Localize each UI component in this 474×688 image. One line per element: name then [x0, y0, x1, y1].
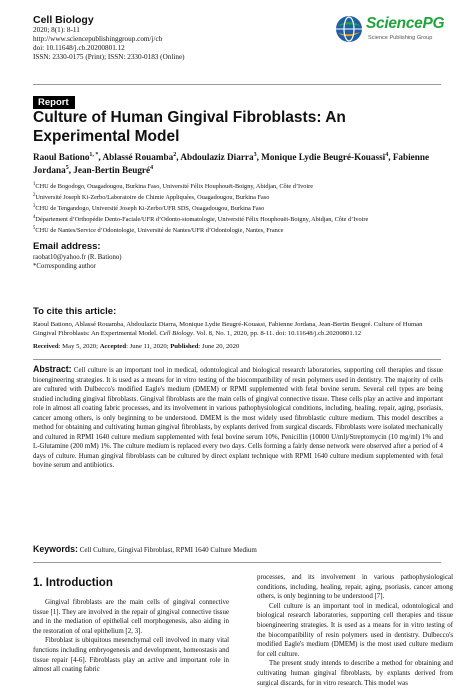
paragraph: Cell culture is an important tool in medical, odontological and biological research laboratories, supporting cell therapies and tissue bioengineering strategies. It is used as a means for in vitro testing of the biocompatibility of resin polymers used in dentistry. Dulbecco's modified Eagle's medium (DMEM) is the most used culture medium for cell culture.	[257, 602, 453, 658]
cite-heading: To cite this article:	[33, 306, 117, 317]
article-title: Culture of Human Gingival Fibroblasts: An Experimental Model	[33, 109, 346, 145]
journal-name: Cell Biology	[33, 14, 94, 26]
logo-name: SciencePG	[366, 15, 445, 32]
journal-doi[interactable]: doi: 10.11648/j.cb.20200801.12	[33, 44, 125, 52]
author: Monique Lydie Beugré-Kouassi$^4$,	[261, 151, 393, 162]
journal-header	[33, 14, 323, 62]
journal-url[interactable]: http://www.sciencepublishinggroup.com/j/cb	[33, 35, 163, 43]
right-column	[257, 573, 453, 688]
author: Jean-Bertin Beugré$^4$	[73, 164, 154, 175]
corresponding-note: *Corresponding author	[33, 263, 96, 270]
article-type-badge: Report	[33, 96, 75, 109]
paragraph: Fibroblast is ubiquitous mesenchymal cell involved in many vital functions including embryogenesis and development, homeostasis and tissue repair [4-6]. Fibroblasts play an active and important role in almost all coating fabric	[33, 637, 229, 674]
paragraph: processes, and its involvement in various pathophysiological conditions, including, healing, repair, aging, psoriasis, cancer among others, is only beginning to be understood [7].	[257, 574, 453, 601]
citation-journal: Cell Biology	[159, 330, 193, 337]
abstract-top-divider	[33, 359, 441, 360]
affiliation: $^2$Université Joseph Ki-Zerbo/Laboratoire de Chimie Appliquées, Ouagadougou, Burkina Faso	[33, 192, 270, 201]
abstract-text: Cell culture is an important tool in medical, odontological and biological research laboratories, supporting cell therapies and tissue bioengineering strategies. It is used as a means for in vitro testing of the biocompatibility of resin polymers used in dentistry. The majority of cells are cultured with Dulbecco's modified Eagle's medium (DMEM) or RPMI supplemented with fetal bovine serum. Several cell types are being studied including gingival fibroblasts. Gingival fibroblasts are the main cells of gingival connective tissue. These cells play an active and important role in almost all coating fabric processes, and its involvement in various pathophysiological conditions, including, healing, repair, aging, psoriasis, cancer among others, is only beginning to be understood. DMEM is the most widely used fibroblastic culture medium. This model describes a method for obtaining and cultivating human gingival fibroblasts, by explants derived from surgical discards. Fibroblasts were isolated mechanically and cultured in RPMI 1640 culture medium supplemented with fetal bovine serum 10%, Penicillin (10000 U/ml)/Streptomycin (10 mg/ml) 1% and L-Glutamine (200 mM) 1%. The culture medium is replaced every two days. Cells forming a fairly dense network were observed after a period of 4 days of culture. Human gingival fibroblasts can be cultured by direct explant technique with RPMI 1640 culture medium supplemented with fetal bovine serum and antibiotics.	[33, 367, 443, 469]
affiliation: $^1$CHU de Bogodogo, Ouagadougou, Burkina Faso, Université Félix Houphouët-Boigny, Abidjan, Côte d’Ivoire	[33, 181, 314, 190]
header-divider	[33, 84, 441, 85]
body-columns	[0, 574, 474, 687]
journal-issue: 2020; 8(1): 8-11	[33, 26, 80, 34]
keywords-text: Cell Culture, Gingival Fibroblast, RPMI 1640 Culture Medium	[79, 546, 257, 554]
paragraph: The present study intends to describe a method for obtaining and cultivating human gingival fibroblasts, by explants derived from surgical discards, for in vitro research. This model was	[257, 660, 453, 687]
affiliation: $^4$Département d’Orthopédie Dento-Faciale/UFR d’Odonto-stomatologie, Université Félix Houphouët-Boigny, Abidjan, Côte d’Ivoire	[33, 214, 369, 223]
citation-text: Raoul Bationo, Ablassé Rouamba, Abdoulaziz Diarra, Monique Lydie Beugré-Kouassi, Fabienne Jordana, Jean-Bertin Beugré. Culture of Human Gingival Fibroblasts: An Experimental Model. Cell Biology. Vol. 8, No. 1, 2020, pp. 8-11. doi: 10.11648/j.cb.20200801.12	[33, 321, 423, 337]
left-column	[33, 577, 229, 675]
author: Ablassé Rouamba$^2$,	[102, 151, 181, 162]
paragraph: Gingival fibroblasts are the main cells of gingival connective tissue [1]. They are involved in the repair of gingival connective tissue and in the mediation of epithelial cell morphogenesis, also aiding in the restoration of oral epithelium [2, 3].	[33, 599, 229, 635]
keywords-label: Keywords:	[33, 544, 78, 554]
globe-emblem-icon	[334, 14, 364, 44]
email-heading: Email address:	[33, 241, 101, 252]
keywords-divider	[33, 562, 441, 563]
affiliation: $^3$CHU de Tengandogo, Université Joseph Ki-Zerbo/UFR SDS, Ouagadougou, Burkina Faso	[33, 203, 265, 212]
author-list	[33, 151, 443, 176]
article-dates: Received: May 5, 2020; Accepted: June 11, 2020; Published: June 20, 2020	[33, 343, 240, 350]
author: Abdoulaziz Diarra$^3$,	[180, 151, 262, 162]
section-heading-introduction: 1. Introduction	[33, 577, 113, 589]
affiliation-list	[33, 181, 443, 236]
journal-issn: ISSN: 2330-0175 (Print); ISSN: 2330-0183 (Online)	[33, 53, 185, 61]
publisher-logo	[334, 12, 454, 52]
author: Fabienne Jordana$^5$,	[33, 152, 430, 175]
logo-subtitle: Science Publishing Group	[368, 35, 433, 41]
abstract	[33, 365, 443, 471]
affiliation: $^5$CHU de Nantes/Service d’Odontologie, Université de Nantes/UFR d’Odontologie, Nantes, France	[33, 225, 284, 234]
keywords	[33, 545, 443, 555]
author: Raoul Bationo$^{1, *}$,	[33, 151, 103, 162]
abstract-label: Abstract:	[33, 364, 72, 374]
email-address[interactable]: raobat10@yahoo.fr (R. Bationo)	[33, 254, 122, 261]
